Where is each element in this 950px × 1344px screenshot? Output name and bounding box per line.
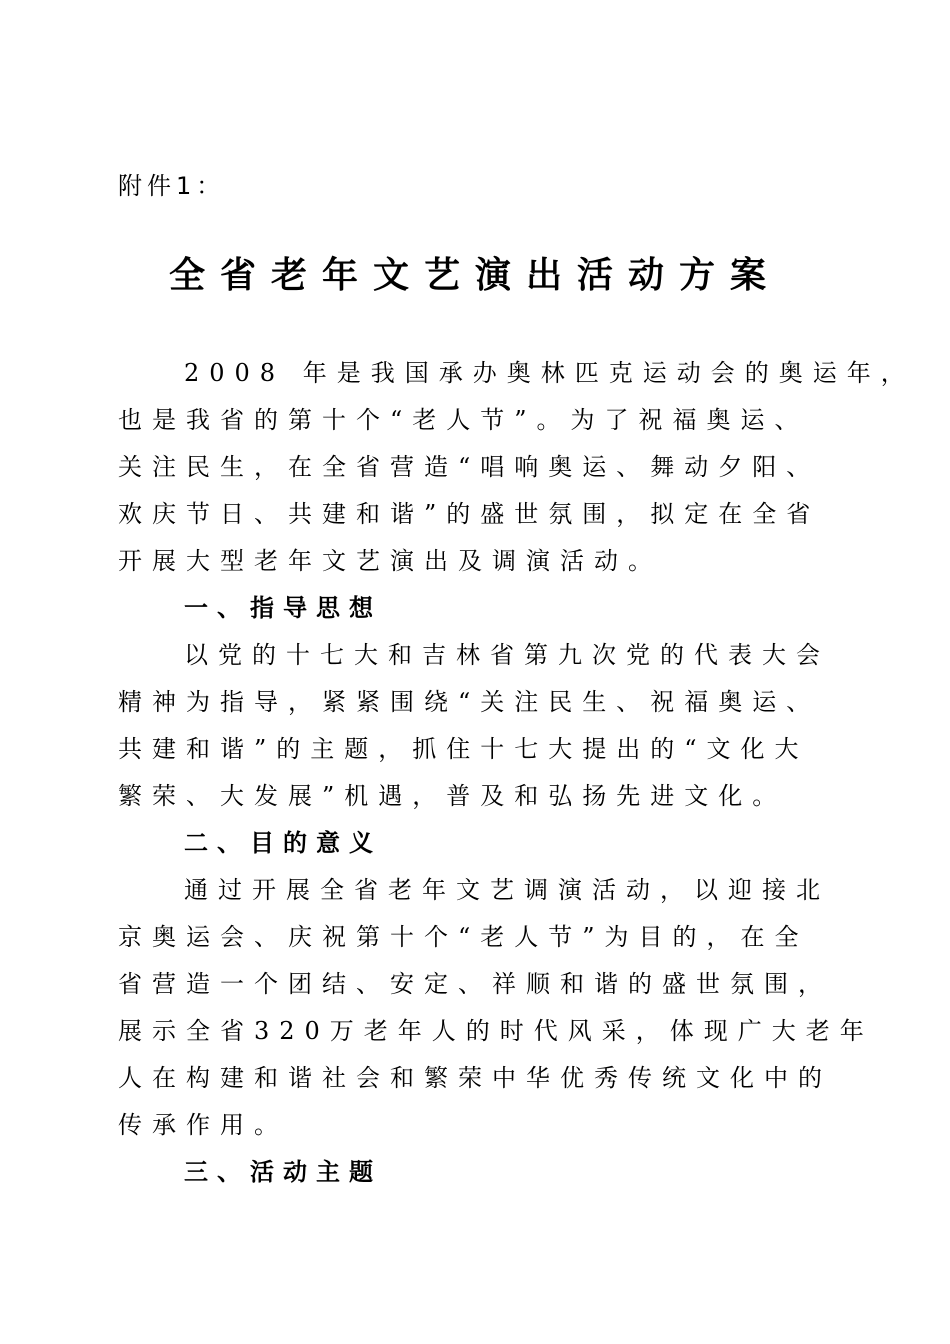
section1-line: 以党的十七大和吉林省第九次党的代表大会	[184, 641, 830, 669]
section2-line: 传承作用。	[118, 1111, 288, 1139]
document-body	[118, 350, 915, 1196]
section1-line: 共建和谐”的主题，抓住十七大提出的“文化大	[118, 735, 809, 763]
section2-line: 人在构建和谐社会和繁荣中华优秀传统文化中的	[118, 1064, 832, 1092]
section2-line: 展示全省320万老年人的时代风采，体现广大老年	[118, 1017, 874, 1045]
section-heading-guiding-ideology: 一、指导思想	[184, 594, 382, 622]
section-heading-purpose: 二、目的意义	[184, 829, 382, 857]
section2-line: 省营造一个团结、安定、祥顺和谐的盛世氛围，	[118, 970, 832, 998]
intro-line: 2008 年是我国承办奥林匹克运动会的奥运年，	[184, 359, 915, 387]
intro-line: 也是我省的第十个“老人节”。为了祝福奥运、	[118, 406, 809, 434]
section1-line: 繁荣、大发展”机遇，普及和弘扬先进文化。	[118, 782, 787, 810]
intro-line: 欢庆节日、共建和谐”的盛世氛围，拟定在全省	[118, 500, 821, 528]
intro-line: 关注民生，在全省营造“唱响奥运、舞动夕阳、	[118, 453, 821, 481]
attachment-label: 附件1：	[118, 172, 226, 200]
intro-line: 开展大型老年文艺演出及调演活动。	[118, 547, 662, 575]
section-heading-theme: 三、活动主题	[184, 1158, 382, 1186]
section2-line: 京奥运会、庆祝第十个“老人节”为目的，在全	[118, 923, 809, 951]
section1-line: 精神为指导，紧紧围绕“关注民生、祝福奥运、	[118, 688, 821, 716]
section2-line: 通过开展全省老年文艺调演活动，以迎接北	[184, 876, 830, 904]
document-title: 全省老年文艺演出活动方案	[168, 255, 781, 296]
